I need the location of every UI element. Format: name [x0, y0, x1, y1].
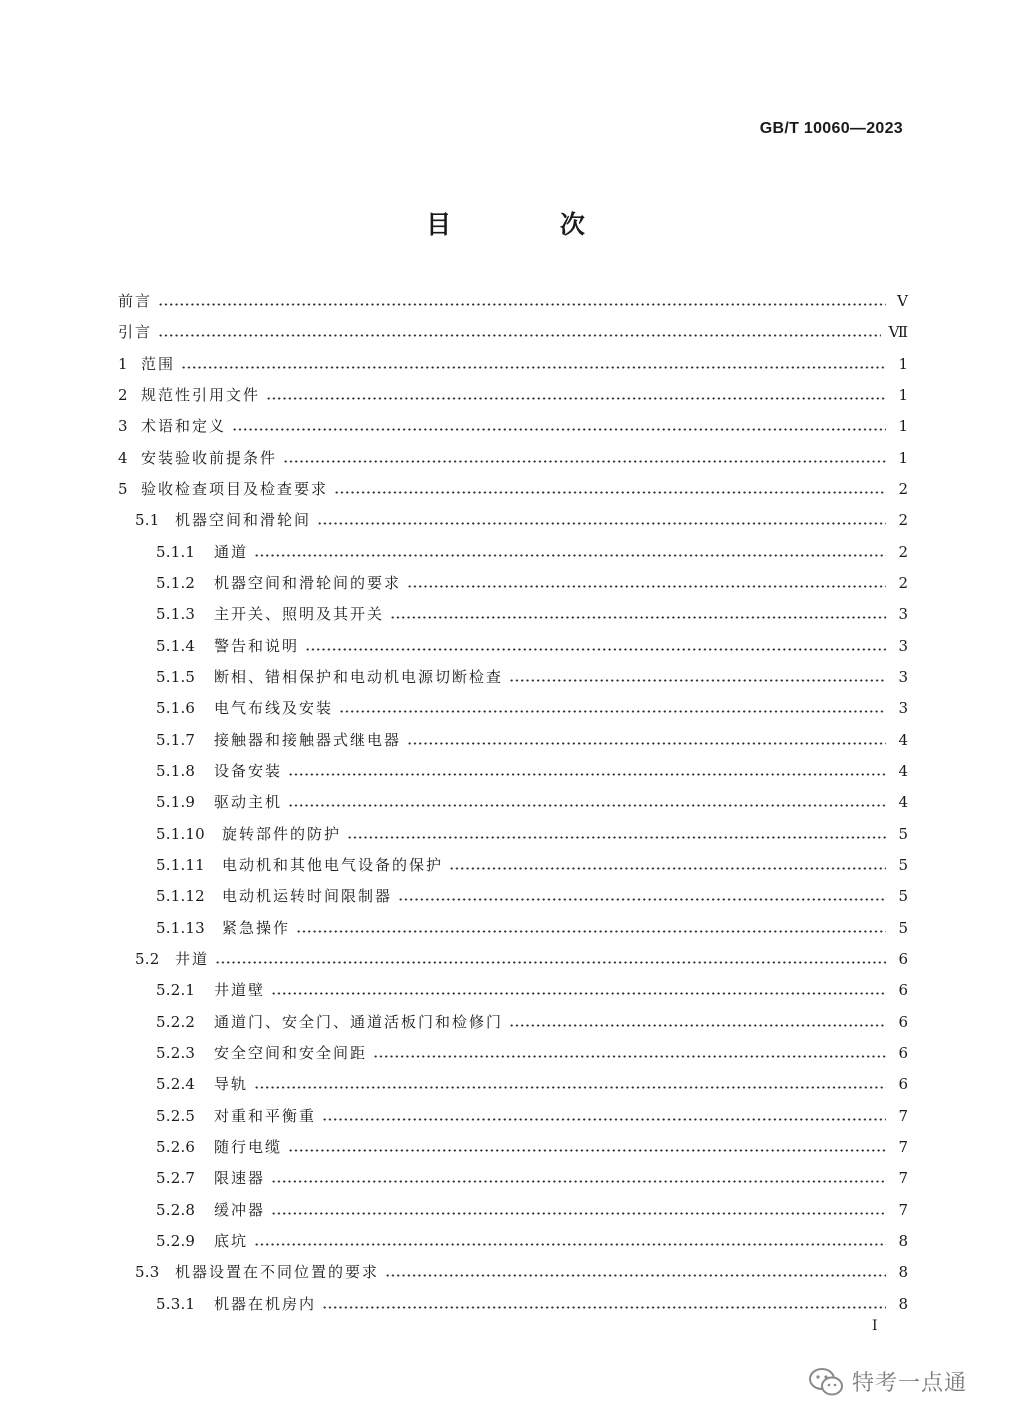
toc-entry[interactable]: [118, 537, 908, 568]
toc-dot-leader: [449, 867, 886, 870]
toc-entry-number: 5.1.2: [156, 574, 196, 593]
toc-entry[interactable]: [118, 756, 908, 787]
toc-dot-leader: [288, 773, 886, 776]
toc-dot-leader: [158, 334, 881, 337]
toc-entry-number: 2: [118, 386, 128, 405]
toc-dot-leader: [390, 616, 886, 619]
toc-entry-title: 通道门、安全门、通道活板门和检修门: [214, 1012, 504, 1031]
toc-entry-page: 7: [898, 1200, 908, 1219]
toc-entry[interactable]: [118, 1132, 908, 1163]
standard-code: GB/T 10060—2023: [759, 120, 903, 137]
toc-entry-number: 3: [118, 417, 128, 436]
toc-entry-title: 紧急操作: [222, 918, 291, 937]
toc-entry[interactable]: [118, 349, 908, 380]
toc-entry-page: 5: [898, 887, 908, 906]
toc-dot-leader: [283, 460, 886, 463]
toc-entry[interactable]: [118, 1007, 908, 1038]
page-number: I: [872, 1318, 878, 1334]
toc-entry-number: 5.2.8: [156, 1200, 196, 1219]
toc-entry-title: 电动机运转时间限制器: [222, 887, 393, 906]
toc-dot-leader: [347, 836, 886, 839]
toc-entry[interactable]: [118, 944, 908, 975]
toc-entry-number: 5: [118, 480, 128, 499]
toc-entry-number: 5.2.7: [156, 1169, 196, 1188]
toc-entry[interactable]: [118, 474, 908, 505]
toc-entry-number: 5.1.6: [156, 699, 196, 718]
toc-entry[interactable]: [118, 599, 908, 630]
toc-entry-title: 引言: [118, 323, 153, 342]
watermark: [808, 1366, 967, 1397]
toc-dot-leader: [254, 554, 886, 557]
toc-entry[interactable]: [118, 1038, 908, 1069]
toc-entry-number: 5.1.9: [156, 793, 196, 812]
toc-entry-title: 设备安装: [214, 762, 283, 781]
toc-entry-title: 电动机和其他电气设备的保护: [222, 856, 444, 875]
toc-entry-page: 2: [898, 574, 908, 593]
toc-entry-title: 底坑: [214, 1232, 249, 1250]
toc-entry-number: 5.2.6: [156, 1138, 196, 1157]
toc-entry-page: 4: [898, 762, 908, 781]
toc-dot-leader: [385, 1274, 886, 1277]
toc-entry-page: 2: [898, 511, 908, 530]
toc-entry-title: 主开关、照明及其开关: [214, 605, 385, 624]
toc-entry[interactable]: [118, 568, 908, 599]
toc-entry-page: 1: [898, 354, 908, 373]
toc-entry[interactable]: [118, 693, 908, 724]
toc-entry[interactable]: [118, 380, 908, 411]
wechat-icon: [808, 1367, 844, 1397]
toc-dot-leader: [373, 1055, 886, 1058]
toc-entry-number: 5.3: [135, 1263, 160, 1282]
toc-entry-page: 6: [898, 1044, 908, 1063]
toc-dot-leader: [322, 1118, 886, 1121]
toc-entry-title: 机器在机房内: [214, 1294, 317, 1313]
toc-entry[interactable]: [118, 881, 908, 912]
toc-entry-title: 通道: [214, 542, 249, 561]
toc-dot-leader: [158, 303, 886, 306]
toc-dot-leader: [407, 585, 886, 588]
toc-entry-page: 5: [898, 918, 908, 937]
page-title: 目 次: [426, 210, 635, 239]
toc-entry[interactable]: [118, 443, 908, 474]
toc-entry-page: 6: [898, 981, 908, 1000]
toc-entry-number: 5.1.10: [156, 824, 205, 843]
toc-entry-page: 8: [898, 1263, 908, 1282]
toc-entry-page: V: [897, 292, 908, 311]
toc-entry-number: 5.1.1: [156, 542, 196, 561]
toc-entry-title: 规范性引用文件: [141, 386, 261, 405]
toc-entry-number: 5.2.3: [156, 1044, 196, 1063]
toc-entry-title: 电气布线及安装: [214, 699, 334, 718]
toc-dot-leader: [334, 491, 886, 494]
toc-entry[interactable]: [118, 631, 908, 662]
toc-dot-leader: [266, 397, 886, 400]
toc-entry-title: 驱动主机: [214, 793, 283, 812]
toc-entry-number: 5.1.7: [156, 730, 196, 749]
toc-dot-leader: [271, 1180, 886, 1183]
toc-entry-title: 导轨: [214, 1075, 249, 1094]
toc-entry-page: 7: [898, 1106, 908, 1125]
toc-entry[interactable]: [118, 1163, 908, 1194]
toc-entry-title: 随行电缆: [214, 1138, 283, 1157]
toc-entry[interactable]: [118, 1289, 908, 1320]
toc-entry-page: 5: [898, 824, 908, 843]
toc-entry-title: 对重和平衡重: [214, 1106, 317, 1125]
toc-entry-page: 1: [898, 448, 908, 467]
toc-entry-number: 5.1.3: [156, 605, 196, 624]
toc-entry-title: 旋转部件的防护: [222, 824, 342, 843]
toc-entry-number: 5.2.1: [156, 981, 196, 1000]
toc-entry-title: 井道: [175, 950, 210, 969]
toc-entry[interactable]: [118, 1195, 908, 1226]
toc-entry-number: 1: [118, 354, 128, 373]
toc-entry-page: 6: [898, 1075, 908, 1094]
toc-entry-page: 7: [898, 1169, 908, 1188]
toc-entry[interactable]: [118, 411, 908, 442]
toc-entry[interactable]: [118, 317, 908, 348]
toc-entry-page: 5: [898, 856, 908, 875]
toc-entry-page: 4: [898, 793, 908, 812]
toc-entry-page: 1: [898, 417, 908, 436]
toc-dot-leader: [509, 1024, 886, 1027]
toc-entry-title: 缓冲器: [214, 1200, 266, 1219]
toc-dot-leader: [322, 1306, 886, 1309]
toc-entry-number: 5.2.5: [156, 1106, 196, 1125]
toc-entry-page: 8: [898, 1294, 908, 1313]
toc-entry[interactable]: [118, 819, 908, 850]
toc-entry-number: 5.1.13: [156, 918, 205, 937]
toc-entry[interactable]: [118, 1257, 908, 1288]
toc-entry-number: 5.1.8: [156, 762, 196, 781]
toc-entry-page: Ⅶ: [888, 323, 908, 342]
toc-entry[interactable]: [118, 1226, 908, 1257]
toc-dot-leader: [254, 1243, 886, 1246]
toc-entry[interactable]: [118, 850, 908, 881]
toc-entry-number: 5.1.12: [156, 887, 205, 906]
toc-dot-leader: [288, 1149, 886, 1152]
toc-dot-leader: [271, 1212, 886, 1215]
toc-dot-leader: [398, 898, 886, 901]
toc-entry-page: 2: [898, 542, 908, 561]
watermark-text: 特考一点通: [852, 1371, 968, 1396]
toc-entry-title: 前言: [118, 292, 153, 311]
toc-dot-leader: [317, 522, 886, 525]
toc-entry-page: 6: [898, 950, 908, 969]
toc-dot-leader: [288, 804, 886, 807]
toc-entry-page: 6: [898, 1012, 908, 1031]
toc-dot-leader: [254, 1086, 886, 1089]
toc-entry-title: 机器空间和滑轮间的要求: [214, 574, 402, 593]
toc-dot-leader: [271, 992, 886, 995]
toc-entry-title: 井道壁: [214, 981, 266, 1000]
toc-entry-page: 3: [898, 668, 908, 687]
toc-entry-page: 3: [898, 605, 908, 624]
toc-entry[interactable]: [118, 725, 908, 756]
toc-entry-title: 安全空间和安全间距: [214, 1044, 368, 1063]
toc-dot-leader: [339, 710, 886, 713]
toc-dot-leader: [296, 930, 886, 933]
toc-entry[interactable]: [118, 505, 908, 536]
toc-entry-number: 5.3.1: [156, 1294, 196, 1313]
toc-entry-number: 5.1.11: [156, 856, 205, 875]
toc-entry-number: 5.2.9: [156, 1232, 196, 1250]
toc-entry-number: 5.2.4: [156, 1075, 196, 1094]
toc-entry-number: 5.2.2: [156, 1012, 196, 1031]
toc-entry-title: 断相、错相保护和电动机电源切断检查: [214, 668, 504, 687]
toc-entry-title: 安装验收前提条件: [141, 448, 278, 467]
toc-dot-leader: [509, 679, 886, 682]
toc-entry-title: 限速器: [214, 1169, 266, 1188]
toc-entry-title: 机器设置在不同位置的要求: [175, 1263, 380, 1282]
toc-entry-title: 验收检查项目及检查要求: [141, 480, 329, 499]
toc-entry[interactable]: [118, 286, 908, 317]
toc-entry-title: 警告和说明: [214, 636, 300, 655]
toc-entry[interactable]: [118, 975, 908, 1006]
toc-entry-number: 5.1.4: [156, 636, 196, 655]
toc-dot-leader: [305, 648, 886, 651]
toc-dot-leader: [232, 428, 886, 431]
toc-entry[interactable]: [118, 662, 908, 693]
toc-entry-number: 5.1: [135, 511, 160, 530]
toc-entry-page: 7: [898, 1138, 908, 1157]
toc-entry-title: 范围: [141, 354, 176, 373]
toc-entry-page: 3: [898, 699, 908, 718]
toc-entry-number: 4: [118, 448, 128, 467]
toc-entry-number: 5.1.5: [156, 668, 196, 687]
toc-entry[interactable]: [118, 913, 908, 944]
toc-entry[interactable]: [118, 787, 908, 818]
toc-entry-page: 2: [898, 480, 908, 499]
toc-entry-page: 8: [898, 1232, 908, 1250]
toc-entry-page: 1: [898, 386, 908, 405]
toc-dot-leader: [215, 961, 886, 964]
toc-entry-number: 5.2: [135, 950, 160, 969]
toc-entry-page: 4: [898, 730, 908, 749]
toc-entry[interactable]: [118, 1069, 908, 1100]
table-of-contents: [118, 286, 908, 1320]
toc-entry-title: 接触器和接触器式继电器: [214, 730, 402, 749]
toc-dot-leader: [407, 742, 886, 745]
toc-entry-page: 3: [898, 636, 908, 655]
toc-entry[interactable]: [118, 1101, 908, 1132]
toc-entry-title: 术语和定义: [141, 417, 227, 436]
toc-dot-leader: [181, 366, 886, 369]
toc-entry-title: 机器空间和滑轮间: [175, 511, 312, 530]
